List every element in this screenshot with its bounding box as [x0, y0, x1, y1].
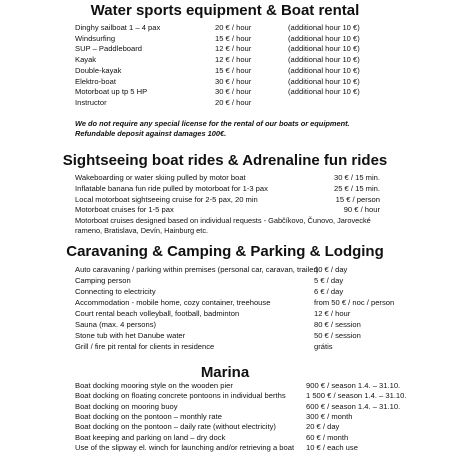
- item-price: 10 € / day: [314, 265, 348, 274]
- item-name: Court rental beach volleyball, football, badminton: [75, 309, 240, 318]
- item-name: Boat docking on the pontoon – monthly rate: [75, 411, 222, 421]
- item-price: 5 € / day: [314, 276, 344, 285]
- item-name: Boat docking on the pontoon – daily rate (without electricity): [75, 422, 276, 432]
- item-price: 600 € / season 1.4. – 31.10.: [306, 401, 401, 411]
- item-name: SUP – Paddleboard: [75, 44, 142, 54]
- price-row: [0, 98, 450, 108]
- price-row: [0, 342, 450, 352]
- price-row: [0, 23, 450, 33]
- item-name: Boat keeping and parking on land – dry dock: [75, 432, 226, 442]
- item-price: 30 € / hour: [215, 87, 252, 97]
- price-row: [0, 184, 450, 194]
- price-row: [0, 195, 450, 205]
- item-name: Motorboat up tp 5 HP: [75, 87, 148, 97]
- item-price: 20 € / day: [306, 422, 340, 432]
- item-name: Dinghy sailboat 1 – 4 pax: [75, 23, 161, 32]
- item-name: Use of the slipway el. winch for launching and/or retrieving a boat: [75, 442, 295, 452]
- price-row: [0, 443, 450, 453]
- item-price: 1 500 € / season 1.4. – 31.10.: [306, 391, 407, 401]
- item-name: Boat docking on mooring buoy: [75, 401, 178, 411]
- item-name: Sauna (max. 4 persons): [75, 320, 157, 329]
- license-note: We do not require any special license for the rental of our boats or equipment. Refundable deposit against damages 100€.: [75, 119, 350, 138]
- price-row: [0, 309, 450, 319]
- item-price: 30 € / hour: [215, 76, 252, 86]
- item-name: Stone tub with het Danube water: [75, 331, 186, 340]
- item-price: 15 € / hour: [215, 33, 252, 43]
- price-row: [0, 34, 450, 44]
- item-name: Windsurfing: [75, 33, 116, 43]
- item-additional: (additional hour 10 €): [288, 55, 360, 65]
- price-row: [0, 77, 450, 87]
- price-row: [0, 381, 450, 391]
- price-row: [0, 412, 450, 422]
- item-price: 10 € / each use: [306, 442, 358, 452]
- item-price: 50 € / session: [314, 331, 361, 340]
- item-name: Inflatable banana fun ride pulled by motorboat for 1-3 pax: [75, 183, 268, 193]
- price-row: [0, 44, 450, 54]
- price-row: [0, 87, 450, 97]
- item-name: Double-kayak: [75, 65, 122, 75]
- price-row: [0, 331, 450, 341]
- item-price: 12 € / hour: [215, 55, 252, 65]
- item-price: 12 € / hour: [314, 309, 351, 318]
- item-price: 15 € / person: [335, 194, 380, 204]
- item-name: Boat docking on floating concrete pontoons in individual berths: [75, 391, 286, 401]
- price-row: [0, 391, 450, 401]
- water-sports-heading: Water sports equipment & Boat rental: [90, 2, 360, 19]
- item-price: 30 € / 15 min.: [333, 173, 380, 182]
- item-price: 20 € / hour: [215, 23, 252, 32]
- item-price: 900 € / season 1.4. – 31.10.: [306, 381, 401, 390]
- price-row: [0, 173, 450, 183]
- item-price: 20 € / hour: [215, 97, 252, 107]
- item-price: 300 € / month: [306, 411, 353, 421]
- price-row: [0, 320, 450, 330]
- item-additional: (additional hour 10 €): [288, 33, 360, 43]
- item-name: Accommodation - mobile home, cozy container, treehouse: [75, 298, 271, 307]
- price-row: [0, 298, 450, 308]
- item-additional: (additional hour 10 €): [288, 65, 360, 75]
- item-name: Grill / fire pit rental for clients in residence: [75, 342, 215, 351]
- item-name: Auto caravaning / parking within premises (personal car, caravan, trailer): [75, 265, 319, 274]
- cruises-note: Motorboat cruises designed based on individual requests - Gabčíkovo, Čunovo, Jarovecké rameno, Bratislava, Devín, Hainburg etc.: [75, 216, 371, 235]
- item-name: Instructor: [75, 97, 107, 107]
- price-row: [0, 205, 450, 215]
- price-row: [0, 55, 450, 65]
- item-price: 15 € / hour: [215, 65, 252, 75]
- item-name: Connecting to electricity: [75, 287, 156, 296]
- item-name: Local motorboat sightseeing cruise for 2-5 pax, 20 min: [75, 194, 258, 204]
- item-price: 90 € / hour: [343, 205, 380, 215]
- caravaning-heading: Caravaning & Camping & Parking & Lodging: [66, 243, 384, 260]
- item-name: Wakeboarding or water skiing pulled by motor boat: [75, 173, 246, 182]
- item-additional: (additional hour 10 €): [288, 23, 360, 32]
- price-row: [0, 433, 450, 443]
- item-price: 25 € / 15 min.: [333, 183, 380, 193]
- item-name: Motorboat cruises for 1-5 pax: [75, 205, 174, 215]
- item-additional: (additional hour 10 €): [288, 87, 360, 97]
- item-price: grátis: [314, 342, 333, 351]
- price-row: [0, 276, 450, 286]
- sightseeing-heading: Sightseeing boat rides & Adrenaline fun rides: [62, 152, 388, 169]
- item-additional: (additional hour 10 €): [288, 44, 360, 54]
- price-row: [0, 287, 450, 297]
- item-price: 12 € / hour: [215, 44, 252, 54]
- price-row: [0, 422, 450, 432]
- item-price: 60 € / month: [306, 432, 349, 442]
- price-row: [0, 66, 450, 76]
- price-row: [0, 402, 450, 412]
- item-name: Camping person: [75, 276, 131, 285]
- item-name: Boat docking mooring style on the wooden pier: [75, 381, 233, 390]
- item-additional: (additional hour 10 €): [288, 76, 360, 86]
- marina-heading: Marina: [200, 364, 250, 381]
- item-name: Elektro-boat: [75, 76, 116, 86]
- item-price: 6 € / day: [314, 287, 344, 296]
- price-row: [0, 265, 450, 275]
- item-name: Kayak: [75, 55, 97, 65]
- item-price: from 50 € / noc / person: [314, 298, 395, 307]
- item-price: 80 € / session: [314, 320, 361, 329]
